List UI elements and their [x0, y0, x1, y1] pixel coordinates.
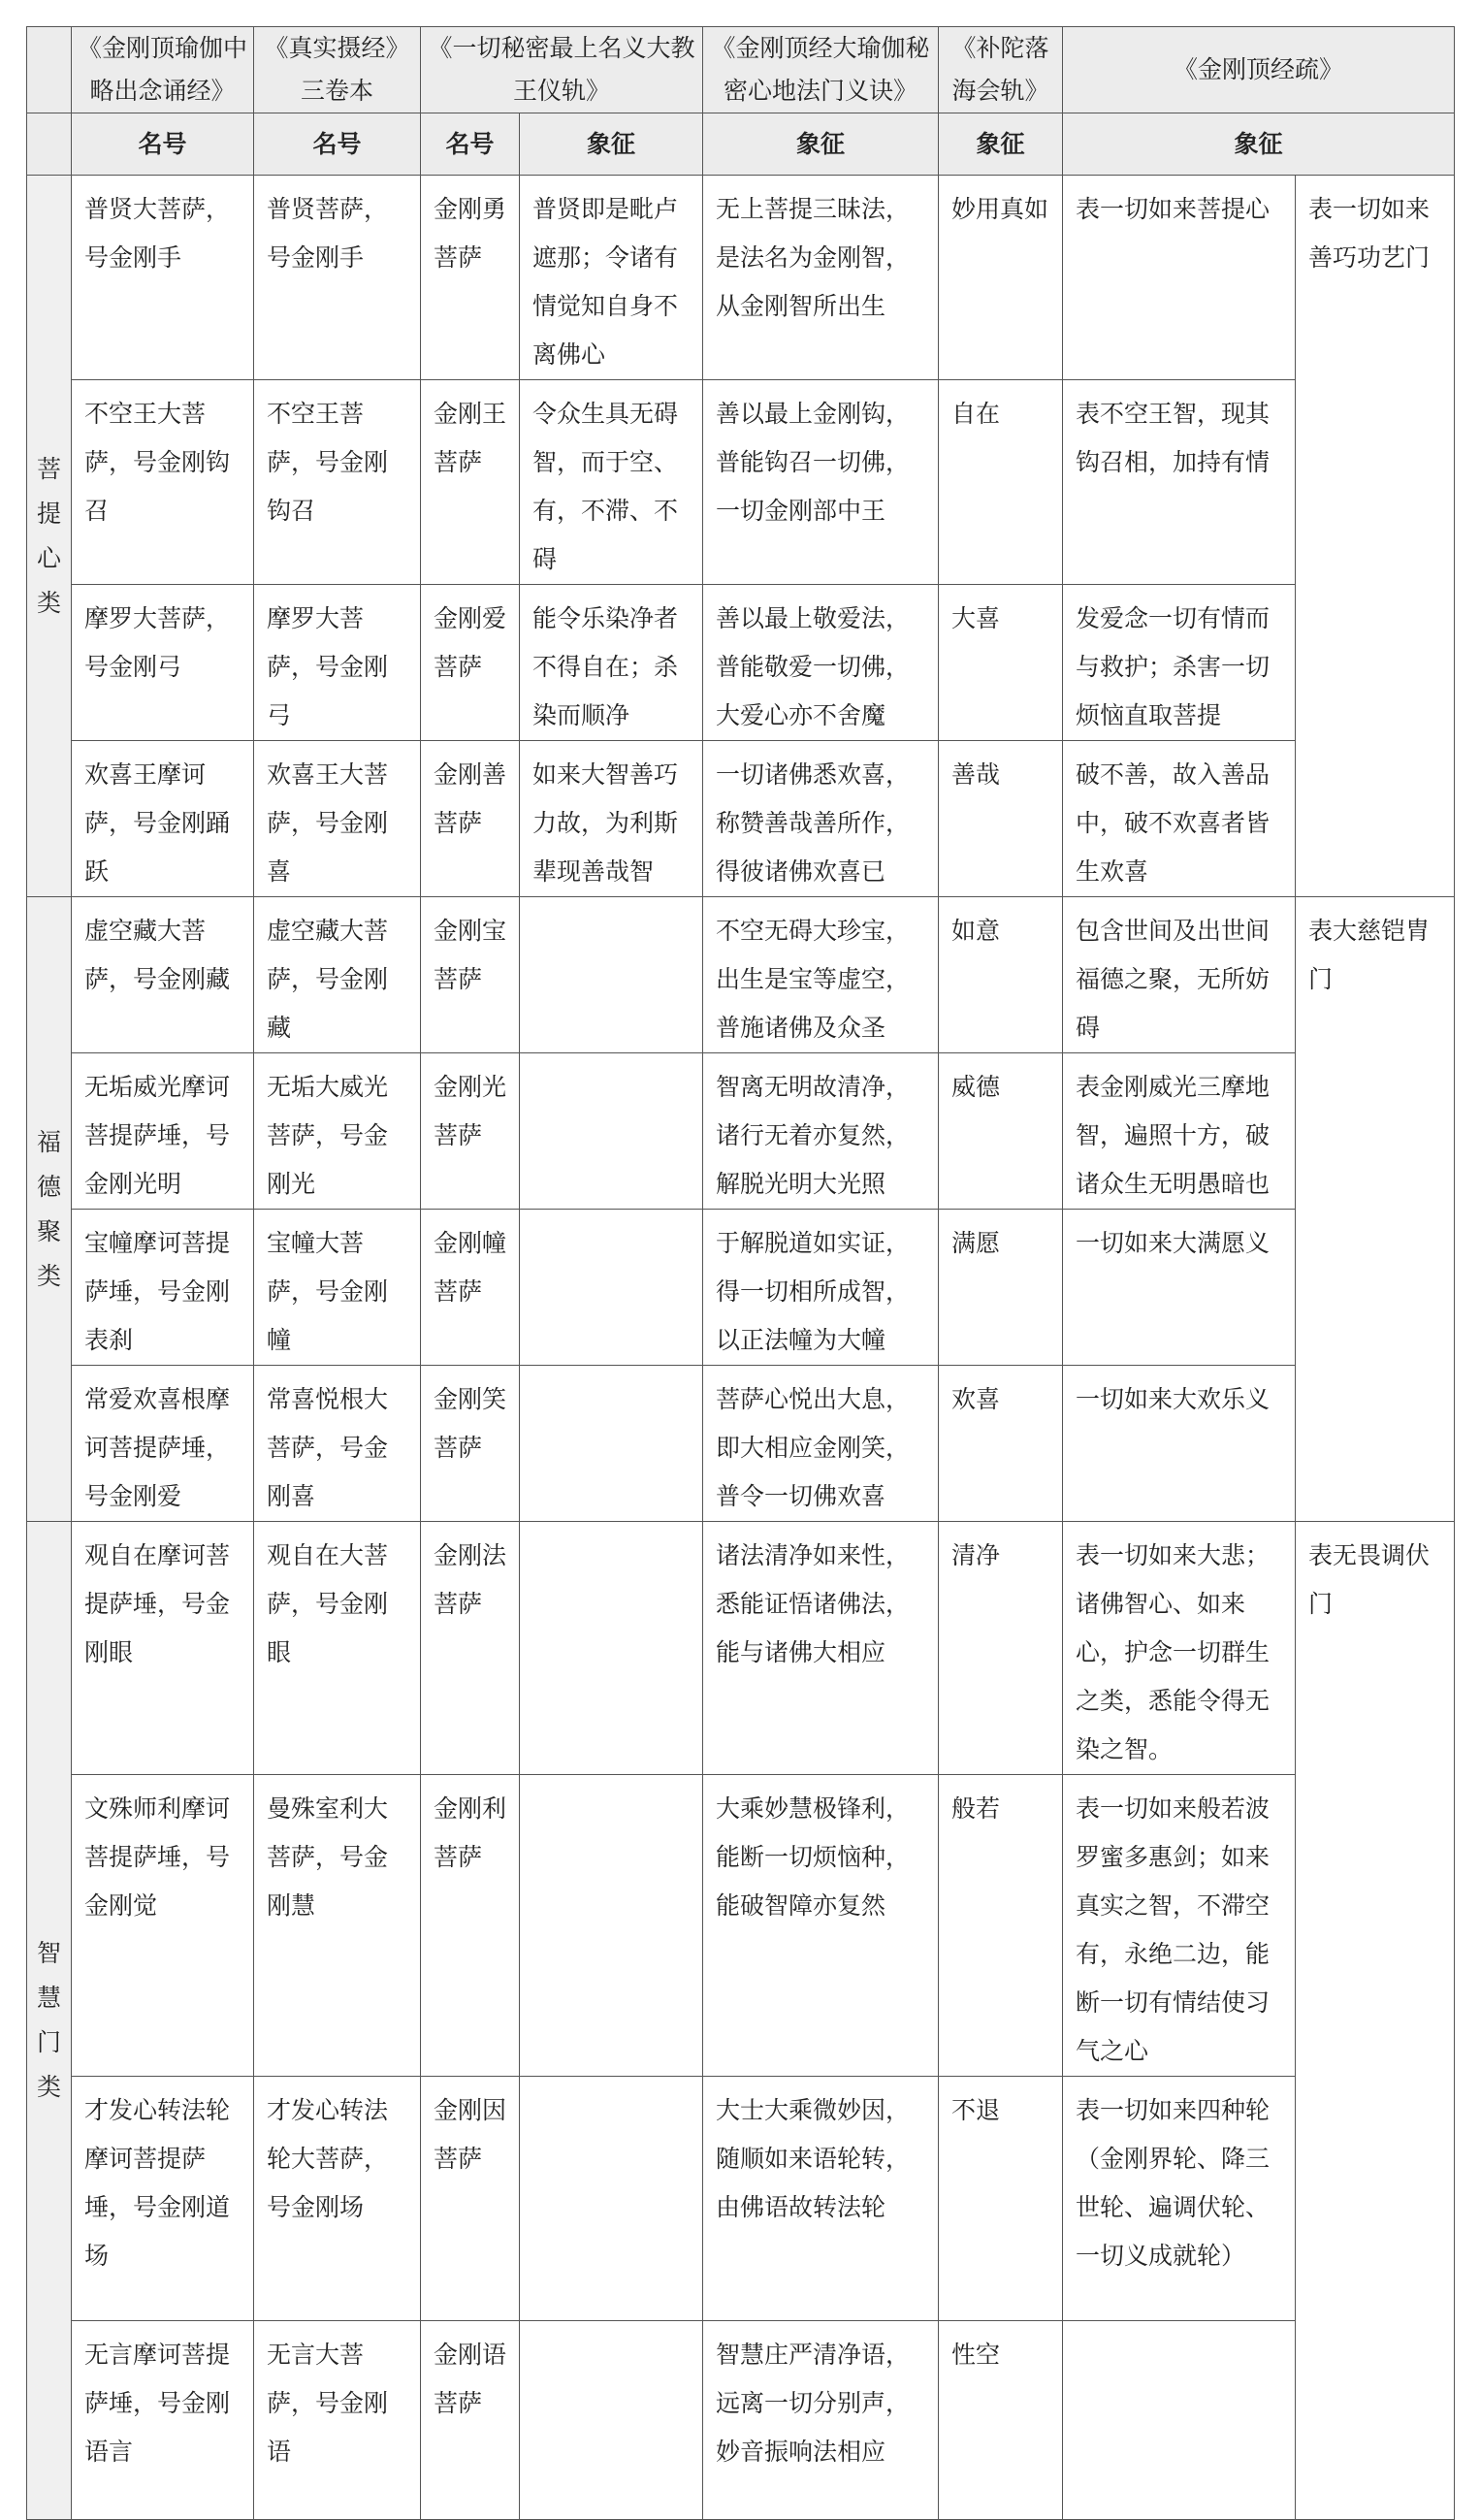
- header-field: 名号: [421, 113, 520, 176]
- cell-name: 金刚勇菩萨: [421, 176, 520, 380]
- cell-symbol: 包含世间及出世间福德之聚，无所妨碍: [1063, 897, 1296, 1053]
- cell-symbol: 智慧庄严清净语，远离一切分别声，妙音振响法相应: [703, 2321, 939, 2520]
- cell-name: 文殊师利摩诃菩提萨埵，号金刚觉: [72, 1775, 254, 2077]
- cell-symbol: [520, 1366, 703, 1522]
- cell-name: 无言摩诃菩提萨埵，号金刚语言: [72, 2321, 254, 2520]
- header-source: 《金刚顶经大瑜伽秘密心地法门义诀》: [703, 27, 939, 113]
- cell-symbol: 性空: [939, 2321, 1063, 2520]
- table-row: [27, 1210, 1455, 1366]
- cell-name: 金刚王菩萨: [421, 380, 520, 585]
- header-source: 《一切秘密最上名义大教王仪轨》: [421, 27, 703, 113]
- cell-symbol: 满愿: [939, 1210, 1063, 1366]
- cell-symbol: [520, 1053, 703, 1210]
- table-row: [27, 897, 1455, 1053]
- header-source: 《真实摄经》三卷本: [254, 27, 421, 113]
- cell-symbol: 智离无明故清净，诸行无着亦复然，解脱光明大光照: [703, 1053, 939, 1210]
- cell-symbol: 表不空王智，现其钩召相，加持有情: [1063, 380, 1296, 585]
- cell-symbol: 一切如来大满愿义: [1063, 1210, 1296, 1366]
- cell-side-note: 表一切如来善巧功艺门: [1296, 176, 1455, 897]
- cell-symbol: 大乘妙慧极锋利，能断一切烦恼种，能破智障亦复然: [703, 1775, 939, 2077]
- cell-symbol: 善哉: [939, 741, 1063, 897]
- table-row: [27, 1522, 1455, 1775]
- cell-symbol: 于解脱道如实证，得一切相所成智，以正法幢为大幢: [703, 1210, 939, 1366]
- cell-symbol: 表一切如来般若波罗蜜多惠剑；如来真实之智，不滞空有，永绝二边，能断一切有情结使习气之心: [1063, 1775, 1296, 2077]
- header-source: 《金刚顶瑜伽中略出念诵经》: [72, 27, 254, 113]
- header-field: 象征: [939, 113, 1063, 176]
- cell-symbol: [1063, 2321, 1296, 2520]
- cell-name: 宝幢大菩萨，号金刚幢: [254, 1210, 421, 1366]
- cell-name: 摩罗大菩萨，号金刚弓: [72, 585, 254, 741]
- cell-symbol: 欢喜: [939, 1366, 1063, 1522]
- cell-name: 金刚语菩萨: [421, 2321, 520, 2520]
- cell-name: 无垢大威光菩萨，号金刚光: [254, 1053, 421, 1210]
- cell-symbol: [520, 1210, 703, 1366]
- cell-symbol: 般若: [939, 1775, 1063, 2077]
- table-row: [27, 585, 1455, 741]
- header-field: 象征: [520, 113, 703, 176]
- table-row: [27, 176, 1455, 380]
- cell-symbol: [520, 2077, 703, 2321]
- cell-name: 普贤大菩萨，号金刚手: [72, 176, 254, 380]
- header-source: 《金刚顶经疏》: [1063, 27, 1455, 113]
- cell-symbol: 一切如来大欢乐义: [1063, 1366, 1296, 1522]
- cell-name: 才发心转法轮摩诃菩提萨埵，号金刚道场: [72, 2077, 254, 2321]
- cell-symbol: 诸法清净如来性，悉能证悟诸佛法，能与诸佛大相应: [703, 1522, 939, 1775]
- cell-name: 曼殊室利大菩萨，号金刚慧: [254, 1775, 421, 2077]
- category-label-text: 福德聚类: [36, 1127, 61, 1290]
- cell-symbol: [520, 1775, 703, 2077]
- header-source: 《补陀落海会轨》: [939, 27, 1063, 113]
- cell-name: 宝幢摩诃菩提萨埵，号金刚表刹: [72, 1210, 254, 1366]
- cell-symbol: [520, 897, 703, 1053]
- table-row: [27, 741, 1455, 897]
- cell-name: 虚空藏大菩萨，号金刚藏: [72, 897, 254, 1053]
- cell-name: 金刚幢菩萨: [421, 1210, 520, 1366]
- cell-symbol: 不退: [939, 2077, 1063, 2321]
- cell-name: 不空王菩萨，号金刚钩召: [254, 380, 421, 585]
- cell-name: 金刚爱菩萨: [421, 585, 520, 741]
- cell-symbol: 能令乐染净者不得自在；杀染而顺净: [520, 585, 703, 741]
- header-corner: [27, 27, 72, 113]
- table-row: [27, 1053, 1455, 1210]
- cell-name: 普贤菩萨，号金刚手: [254, 176, 421, 380]
- cell-symbol: 大喜: [939, 585, 1063, 741]
- cell-name: 不空王大菩萨，号金刚钩召: [72, 380, 254, 585]
- cell-side-note: 表无畏调伏门: [1296, 1522, 1455, 2520]
- cell-name: 常爱欢喜根摩诃菩提萨埵，号金刚爱: [72, 1366, 254, 1522]
- table-row: [27, 1366, 1455, 1522]
- cell-symbol: 清净: [939, 1522, 1063, 1775]
- cell-symbol: 不空无碍大珍宝，出生是宝等虚空，普施诸佛及众圣: [703, 897, 939, 1053]
- cell-name: 观自在摩诃菩提萨埵，号金刚眼: [72, 1522, 254, 1775]
- header-field: 名号: [72, 113, 254, 176]
- header-corner: [27, 113, 72, 176]
- header-field: 象征: [1063, 113, 1455, 176]
- category-label: [27, 1522, 72, 2520]
- table-row: [27, 2077, 1455, 2321]
- cell-name: 金刚光菩萨: [421, 1053, 520, 1210]
- cell-symbol: 自在: [939, 380, 1063, 585]
- cell-name: 金刚笑菩萨: [421, 1366, 520, 1522]
- cell-symbol: 菩萨心悦出大息，即大相应金刚笑，普令一切佛欢喜: [703, 1366, 939, 1522]
- cell-symbol: 令众生具无碍智，而于空、有，不滞、不碍: [520, 380, 703, 585]
- cell-name: 金刚善菩萨: [421, 741, 520, 897]
- table-row: [27, 1775, 1455, 2077]
- category-label: [27, 176, 72, 897]
- cell-symbol: [520, 2321, 703, 2520]
- cell-name: 观自在大菩萨，号金刚眼: [254, 1522, 421, 1775]
- cell-symbol: 表金刚威光三摩地智，遍照十方，破诸众生无明愚暗也: [1063, 1053, 1296, 1210]
- cell-name: 金刚利菩萨: [421, 1775, 520, 2077]
- cell-symbol: 善以最上金刚钩，普能钩召一切佛，一切金刚部中王: [703, 380, 939, 585]
- cell-symbol: 无上菩提三昧法，是法名为金刚智，从金刚智所出生: [703, 176, 939, 380]
- cell-symbol: [520, 1522, 703, 1775]
- header-field: 名号: [254, 113, 421, 176]
- cell-name: 常喜悦根大菩萨，号金刚喜: [254, 1366, 421, 1522]
- cell-symbol: 一切诸佛悉欢喜，称赞善哉善所作，得彼诸佛欢喜已: [703, 741, 939, 897]
- category-label-text: 智慧门类: [36, 1939, 61, 2101]
- cell-symbol: 如来大智善巧力故，为利斯辈现善哉智: [520, 741, 703, 897]
- cell-symbol: 表一切如来大悲；诸佛智心、如来心，护念一切群生之类，悉能令得无染之智。: [1063, 1522, 1296, 1775]
- cell-symbol: 威德: [939, 1053, 1063, 1210]
- cell-name: 无言大菩萨，号金刚语: [254, 2321, 421, 2520]
- cell-name: 虚空藏大菩萨，号金刚藏: [254, 897, 421, 1053]
- cell-symbol: 大士大乘微妙因，随顺如来语轮转，由佛语故转法轮: [703, 2077, 939, 2321]
- cell-symbol: 破不善，故入善品中，破不欢喜者皆生欢喜: [1063, 741, 1296, 897]
- cell-symbol: 善以最上敬爱法，普能敬爱一切佛，大爱心亦不舍魔: [703, 585, 939, 741]
- cell-name: 无垢威光摩诃菩提萨埵，号金刚光明: [72, 1053, 254, 1210]
- category-label: [27, 897, 72, 1522]
- cell-name: 才发心转法轮大菩萨，号金刚场: [254, 2077, 421, 2321]
- cell-name: 金刚法菩萨: [421, 1522, 520, 1775]
- header-row-fields: [27, 113, 1455, 176]
- cell-symbol: 妙用真如: [939, 176, 1063, 380]
- cell-symbol: 表一切如来四种轮（金刚界轮、降三世轮、遍调伏轮、一切义成就轮）: [1063, 2077, 1296, 2321]
- category-label-text: 菩提心类: [36, 454, 61, 617]
- cell-side-note: 表大慈铠胄门: [1296, 897, 1455, 1522]
- header-row-sources: [27, 27, 1455, 113]
- cell-name: 欢喜王大菩萨，号金刚喜: [254, 741, 421, 897]
- table-row: [27, 2321, 1455, 2520]
- table-row: [27, 380, 1455, 585]
- cell-name: 金刚宝菩萨: [421, 897, 520, 1053]
- bodhisattva-table: [26, 26, 1455, 2520]
- cell-symbol: 如意: [939, 897, 1063, 1053]
- header-field: 象征: [703, 113, 939, 176]
- cell-name: 金刚因菩萨: [421, 2077, 520, 2321]
- cell-symbol: 表一切如来菩提心: [1063, 176, 1296, 380]
- cell-symbol: 发爱念一切有情而与救护；杀害一切烦恼直取菩提: [1063, 585, 1296, 741]
- cell-name: 摩罗大菩萨，号金刚弓: [254, 585, 421, 741]
- cell-symbol: 普贤即是毗卢遮那；令诸有情觉知自身不离佛心: [520, 176, 703, 380]
- cell-name: 欢喜王摩诃萨，号金刚踊跃: [72, 741, 254, 897]
